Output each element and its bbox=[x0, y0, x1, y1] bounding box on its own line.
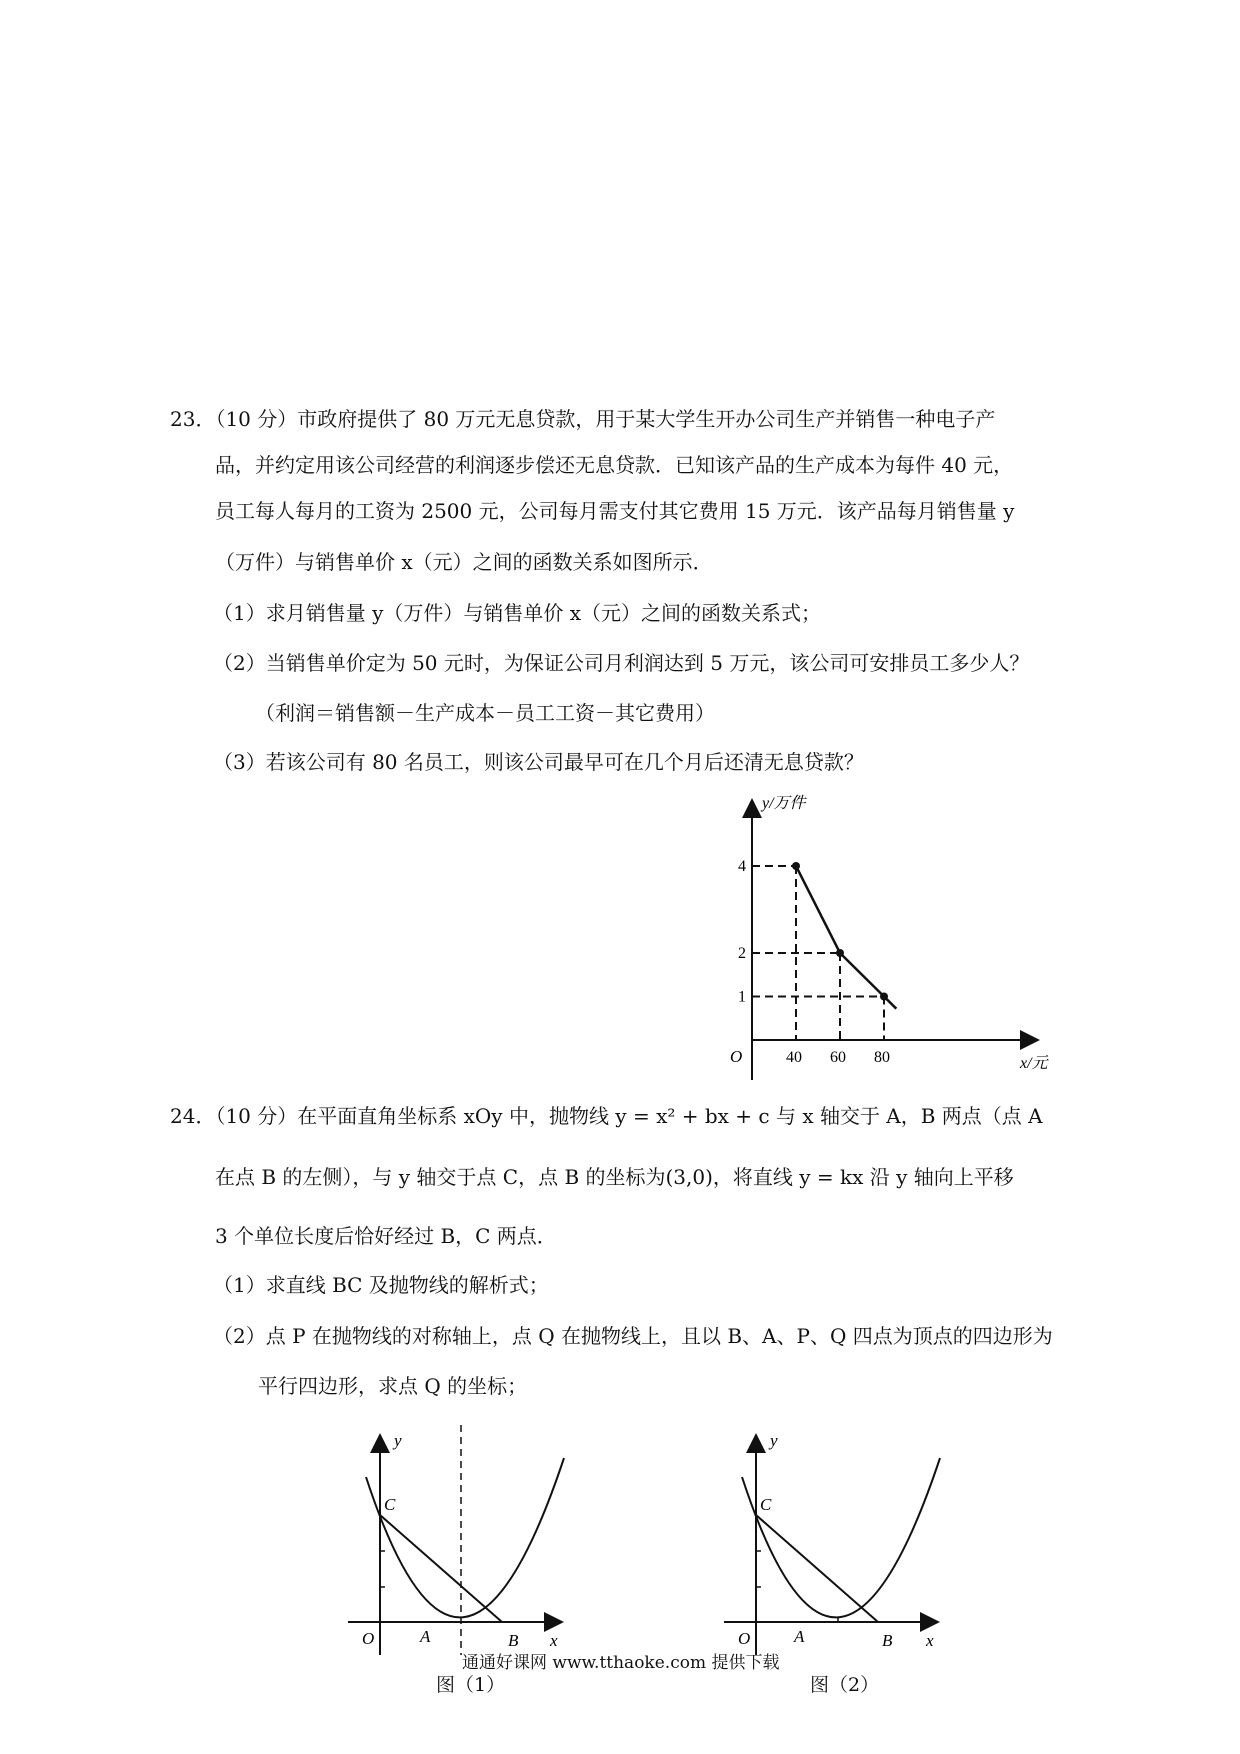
fig2-label-c: C bbox=[760, 1495, 772, 1514]
origin-label: O bbox=[730, 1047, 743, 1066]
q23-line-1: 23．（10 分）市政府提供了 80 万元无息贷款，用于某大学生开办公司生产并销售一种电子产 bbox=[170, 407, 996, 431]
x-axis-label: x/元 bbox=[1020, 1055, 1048, 1072]
y-tick-label-2: 1 bbox=[738, 988, 746, 1006]
fig1-label-c: C bbox=[384, 1495, 396, 1514]
data-point-2 bbox=[880, 993, 888, 1001]
figure-2-caption: 图（2） bbox=[810, 1674, 880, 1696]
q24-line-1: 24．（10 分）在平面直角坐标系 xOy 中，抛物线 y = x² + bx + c 与 x 轴交于 A，B 两点（点 A bbox=[170, 1104, 1043, 1128]
data-point-1 bbox=[836, 949, 844, 957]
fig1-label-y: y bbox=[394, 1431, 402, 1450]
fig1-parabola bbox=[366, 1458, 564, 1617]
fig1-label-a: A bbox=[420, 1627, 431, 1646]
q24-line-3: 3 个单位长度后恰好经过 B，C 两点． bbox=[215, 1224, 557, 1248]
q23-part-2: （2）当销售单价定为 50 元时，为保证公司月利润达到 5 万元，该公司可安排员工多少人？ bbox=[213, 651, 1030, 675]
fig1-label-x: x bbox=[550, 1631, 558, 1650]
q23-part-1: （1）求月销售量 y（万件）与销售单价 x（元）之间的函数关系式； bbox=[213, 601, 822, 625]
fig1-label-b: B bbox=[508, 1631, 519, 1650]
x-tick-label-2: 80 bbox=[874, 1049, 890, 1066]
fig1-line-bc bbox=[380, 1515, 502, 1622]
data-point-0 bbox=[792, 862, 800, 870]
q24-part-2-cont: 平行四边形，求点 Q 的坐标； bbox=[258, 1374, 528, 1398]
q24-line-2: 在点 B 的左侧），与 y 轴交于点 C，点 B 的坐标为(3,0)，将直线 y = kx 沿 y 轴向上平移 bbox=[215, 1165, 1014, 1189]
fig1-label-o: O bbox=[362, 1629, 375, 1648]
figure-2 bbox=[716, 1420, 956, 1660]
y-tick-label-1: 2 bbox=[738, 945, 746, 962]
fig2-parabola bbox=[742, 1458, 940, 1617]
fig2-label-x: x bbox=[926, 1631, 934, 1650]
figure-1 bbox=[340, 1420, 580, 1660]
y-tick-label-0: 4 bbox=[738, 858, 746, 875]
y-axis-label: y/万件 bbox=[762, 795, 806, 812]
x-tick-label-0: 40 bbox=[786, 1049, 802, 1066]
figure-1-caption: 图（1） bbox=[436, 1674, 506, 1696]
fig2-label-b: B bbox=[882, 1631, 893, 1650]
site-footer: 通通好课网 www.tthaoke.com 提供下载 bbox=[462, 1653, 780, 1673]
x-tick-label-1: 60 bbox=[830, 1049, 846, 1066]
fig2-line-bc bbox=[756, 1515, 878, 1622]
q23-part-3: （3）若该公司有 80 名员工，则该公司最早可在几个月后还清无息贷款？ bbox=[213, 750, 864, 774]
fig2-label-y: y bbox=[770, 1431, 778, 1450]
fig2-label-o: O bbox=[738, 1629, 751, 1648]
q23-line-2: 品，并约定用该公司经营的利润逐步偿还无息贷款．已知该产品的生产成本为每件 40 元， bbox=[215, 453, 1014, 477]
q24-part-1: （1）求直线 BC 及抛物线的解析式； bbox=[213, 1273, 549, 1297]
q23-part-2-note: （利润＝销售额－生产成本－员工工资－其它费用） bbox=[255, 701, 715, 725]
series-line bbox=[796, 866, 896, 1009]
fig2-label-a: A bbox=[794, 1627, 805, 1646]
q23-line-4: （万件）与销售单价 x（元）之间的函数关系如图所示． bbox=[215, 550, 713, 574]
q24-part-2: （2）点 P 在抛物线的对称轴上，点 Q 在抛物线上，且以 B、A、P、Q 四点为顶点的四边形为 bbox=[213, 1324, 1053, 1348]
sales-graph bbox=[700, 780, 1060, 1080]
q23-line-3: 员工每人每月的工资为 2500 元，公司每月需支付其它费用 15 万元．该产品每月销售量 y bbox=[215, 499, 1015, 523]
